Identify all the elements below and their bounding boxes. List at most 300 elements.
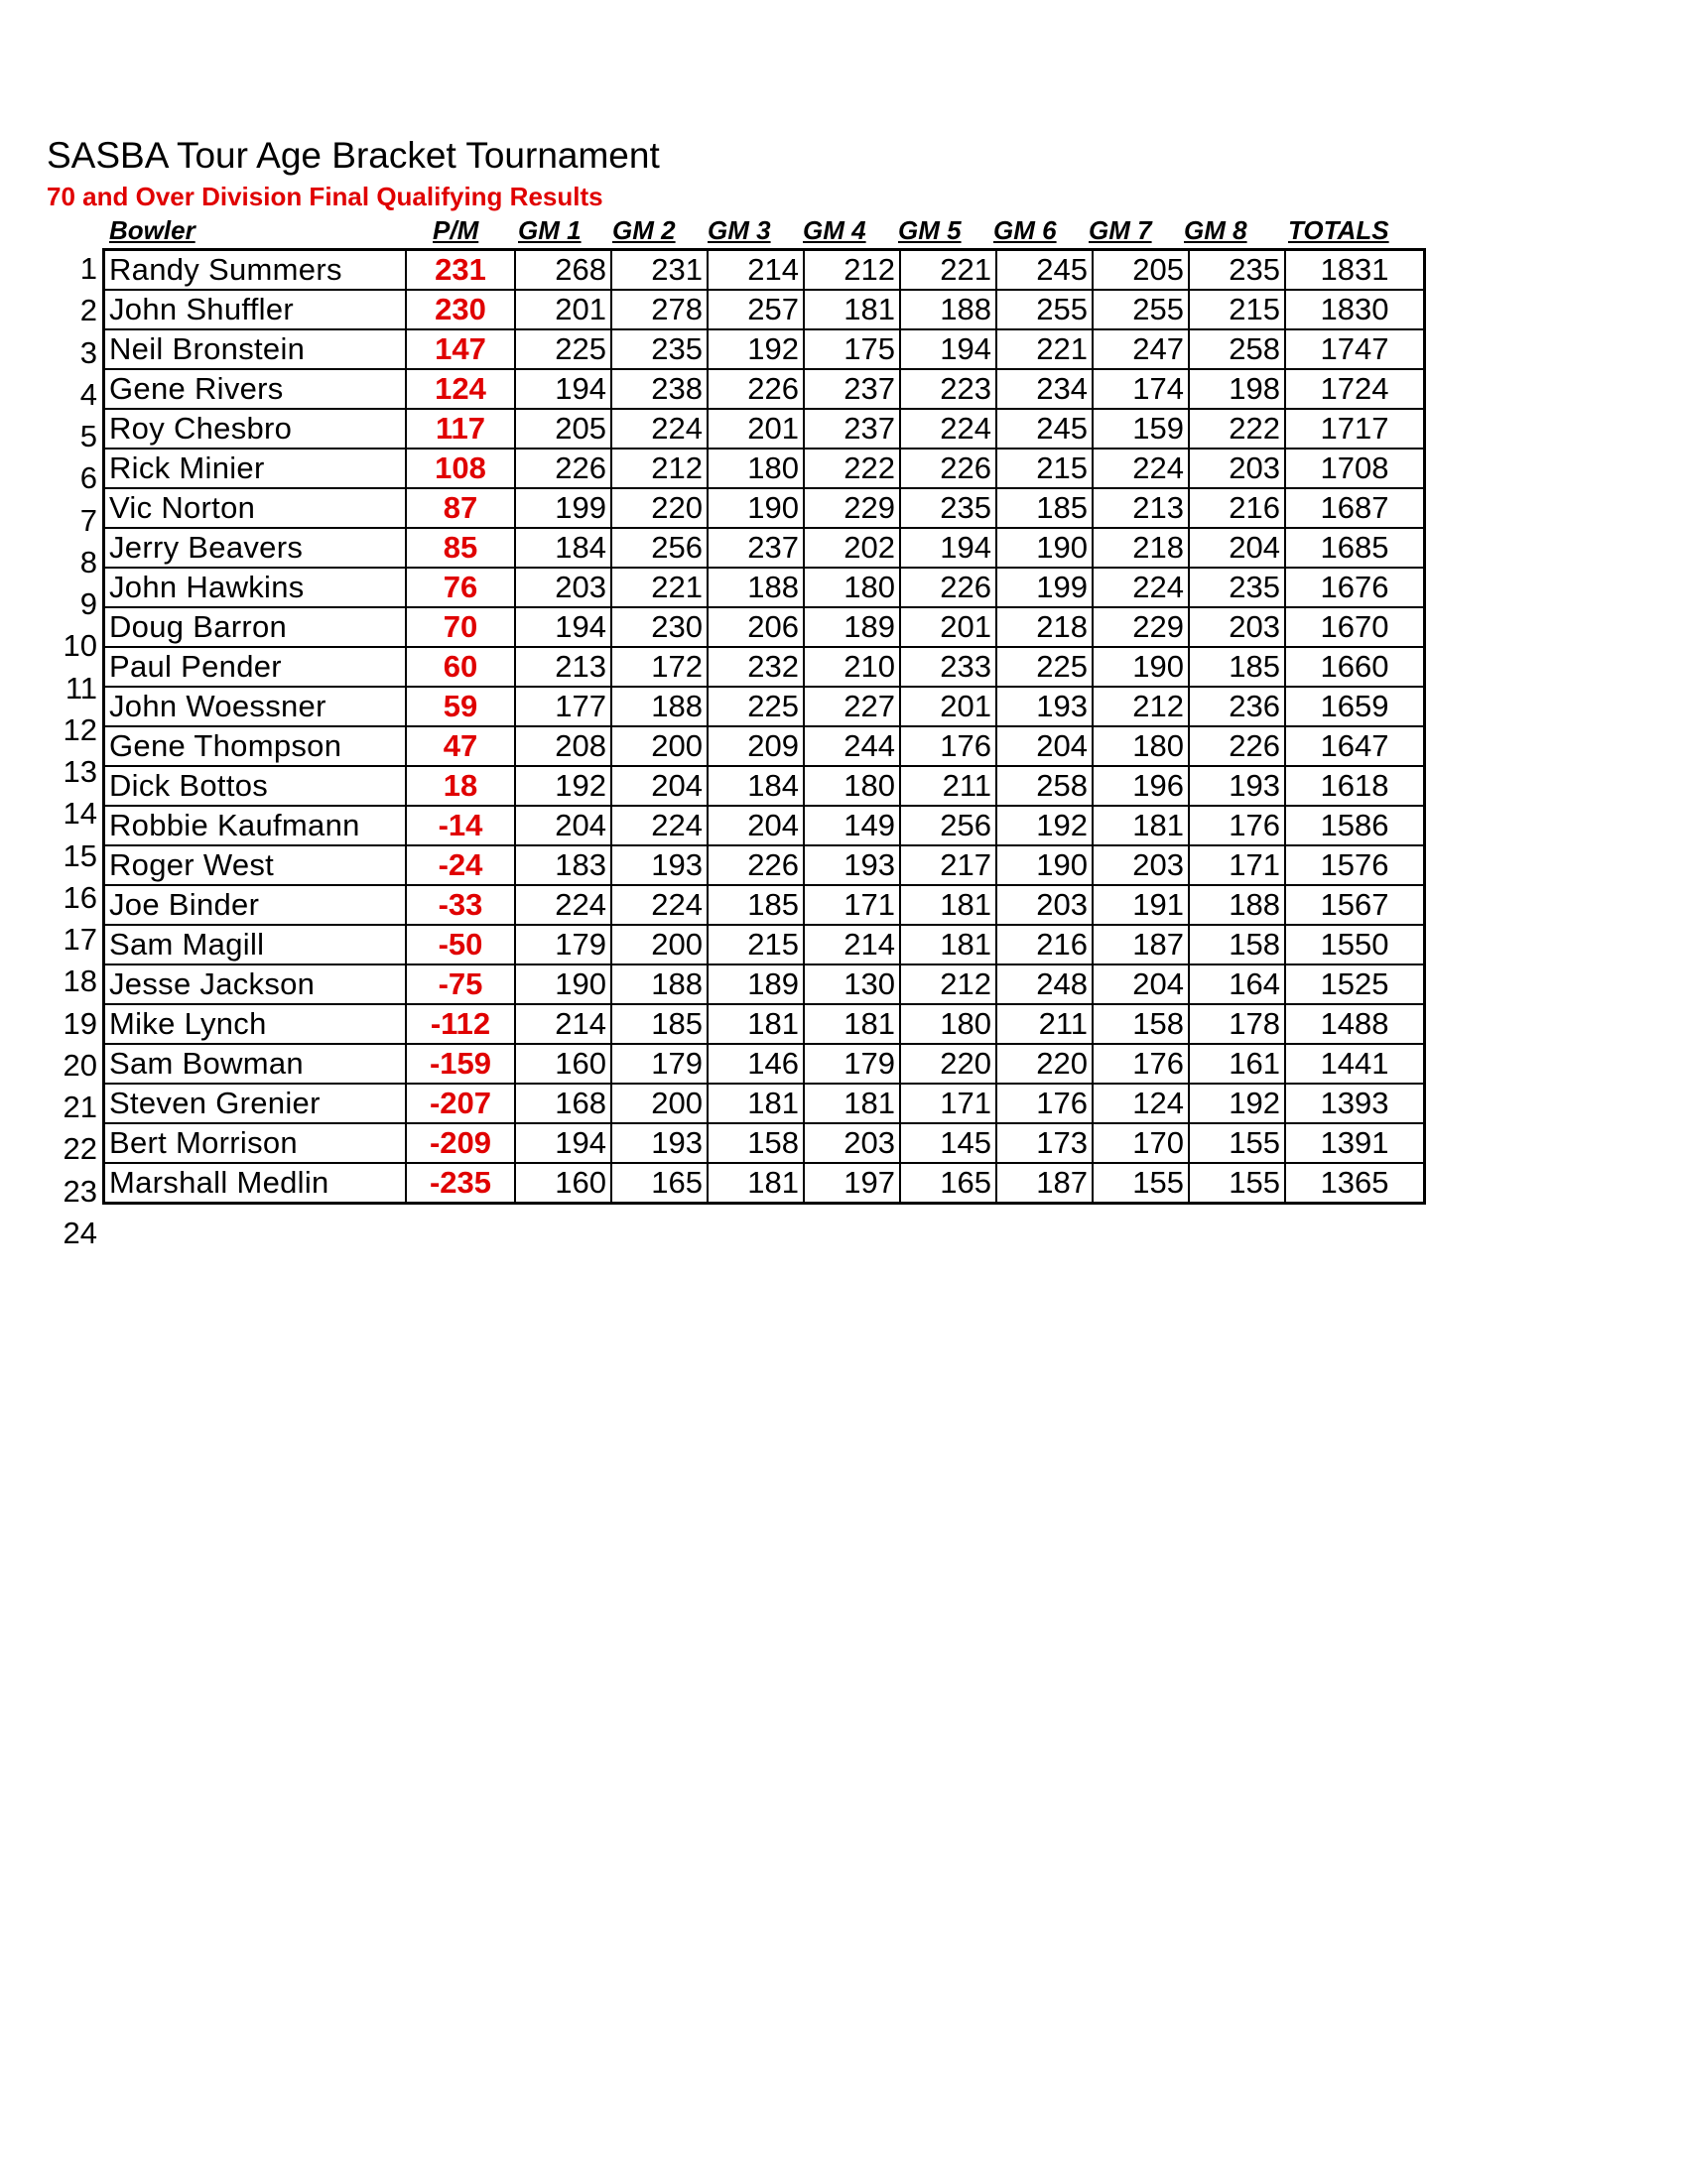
game-4-score: 222 bbox=[804, 449, 900, 488]
header-bowler: Bowler bbox=[109, 215, 195, 245]
plus-minus-value: 70 bbox=[406, 607, 515, 647]
plus-minus-value: 147 bbox=[406, 329, 515, 369]
rank-number: 5 bbox=[79, 419, 97, 453]
game-7-score: 203 bbox=[1093, 845, 1189, 885]
game-6-score: 245 bbox=[996, 409, 1093, 449]
game-7-score: 180 bbox=[1093, 726, 1189, 766]
game-4-score: 202 bbox=[804, 528, 900, 568]
game-6-score: 225 bbox=[996, 647, 1093, 687]
plus-minus-value: -75 bbox=[406, 964, 515, 1004]
game-5-score: 201 bbox=[900, 687, 996, 726]
table-row bbox=[104, 488, 1425, 528]
game-8-score: 235 bbox=[1189, 568, 1285, 607]
game-2-score: 220 bbox=[611, 488, 708, 528]
game-6-score: 234 bbox=[996, 369, 1093, 409]
game-4-score: 181 bbox=[804, 1084, 900, 1123]
rank-number: 1 bbox=[79, 251, 97, 286]
header-gm5: GM 5 bbox=[898, 215, 962, 245]
game-7-score: 224 bbox=[1093, 568, 1189, 607]
table-row bbox=[104, 290, 1425, 329]
game-3-score: 181 bbox=[708, 1084, 804, 1123]
game-2-score: 212 bbox=[611, 449, 708, 488]
game-1-score: 168 bbox=[515, 1084, 611, 1123]
game-7-score: 155 bbox=[1093, 1163, 1189, 1204]
bowler-name: Roy Chesbro bbox=[104, 409, 407, 449]
game-6-score: 255 bbox=[996, 290, 1093, 329]
game-6-score: 173 bbox=[996, 1123, 1093, 1163]
game-3-score: 181 bbox=[708, 1004, 804, 1044]
table-row bbox=[104, 409, 1425, 449]
game-4-score: 227 bbox=[804, 687, 900, 726]
column-headers bbox=[0, 214, 1688, 246]
game-2-score: 188 bbox=[611, 687, 708, 726]
bowler-name: Bert Morrison bbox=[104, 1123, 407, 1163]
game-1-score: 213 bbox=[515, 647, 611, 687]
rank-number: 2 bbox=[79, 293, 97, 328]
bowler-name: Steven Grenier bbox=[104, 1084, 407, 1123]
game-1-score: 208 bbox=[515, 726, 611, 766]
game-5-score: 223 bbox=[900, 369, 996, 409]
game-5-score: 180 bbox=[900, 1004, 996, 1044]
game-5-score: 194 bbox=[900, 528, 996, 568]
game-2-score: 230 bbox=[611, 607, 708, 647]
table-row bbox=[104, 449, 1425, 488]
table-row bbox=[104, 806, 1425, 845]
game-3-score: 215 bbox=[708, 925, 804, 964]
game-4-score: 229 bbox=[804, 488, 900, 528]
game-7-score: 229 bbox=[1093, 607, 1189, 647]
total-score: 1618 bbox=[1285, 766, 1425, 806]
game-5-score: 226 bbox=[900, 449, 996, 488]
game-5-score: 176 bbox=[900, 726, 996, 766]
game-6-score: 215 bbox=[996, 449, 1093, 488]
game-2-score: 193 bbox=[611, 1123, 708, 1163]
total-score: 1576 bbox=[1285, 845, 1425, 885]
game-1-score: 225 bbox=[515, 329, 611, 369]
game-6-score: 221 bbox=[996, 329, 1093, 369]
header-gm3: GM 3 bbox=[708, 215, 771, 245]
game-2-score: 256 bbox=[611, 528, 708, 568]
game-5-score: 217 bbox=[900, 845, 996, 885]
game-6-score: 187 bbox=[996, 1163, 1093, 1204]
game-6-score: 218 bbox=[996, 607, 1093, 647]
game-5-score: 145 bbox=[900, 1123, 996, 1163]
game-8-score: 216 bbox=[1189, 488, 1285, 528]
game-1-score: 226 bbox=[515, 449, 611, 488]
results-table bbox=[102, 248, 1426, 1205]
game-2-score: 165 bbox=[611, 1163, 708, 1204]
game-7-score: 181 bbox=[1093, 806, 1189, 845]
game-8-score: 193 bbox=[1189, 766, 1285, 806]
game-8-score: 171 bbox=[1189, 845, 1285, 885]
table-row bbox=[104, 329, 1425, 369]
total-score: 1391 bbox=[1285, 1123, 1425, 1163]
game-7-score: 191 bbox=[1093, 885, 1189, 925]
game-3-score: 232 bbox=[708, 647, 804, 687]
game-1-score: 183 bbox=[515, 845, 611, 885]
game-3-score: 180 bbox=[708, 449, 804, 488]
game-1-score: 268 bbox=[515, 250, 611, 291]
game-5-score: 235 bbox=[900, 488, 996, 528]
game-5-score: 188 bbox=[900, 290, 996, 329]
table-row bbox=[104, 369, 1425, 409]
game-5-score: 224 bbox=[900, 409, 996, 449]
game-7-score: 196 bbox=[1093, 766, 1189, 806]
bowler-name: John Woessner bbox=[104, 687, 407, 726]
game-4-score: 214 bbox=[804, 925, 900, 964]
rank-column bbox=[40, 248, 97, 1254]
game-2-score: 278 bbox=[611, 290, 708, 329]
game-2-score: 221 bbox=[611, 568, 708, 607]
game-8-score: 155 bbox=[1189, 1163, 1285, 1204]
page-title: SASBA Tour Age Bracket Tournament bbox=[47, 135, 660, 176]
total-score: 1525 bbox=[1285, 964, 1425, 1004]
game-1-score: 190 bbox=[515, 964, 611, 1004]
game-3-score: 189 bbox=[708, 964, 804, 1004]
rank-number: 11 bbox=[65, 670, 97, 706]
page-subtitle: 70 and Over Division Final Qualifying Results bbox=[47, 182, 603, 211]
bowler-name: Gene Rivers bbox=[104, 369, 407, 409]
game-8-score: 203 bbox=[1189, 449, 1285, 488]
table-row bbox=[104, 726, 1425, 766]
game-3-score: 181 bbox=[708, 1163, 804, 1204]
rank-number: 14 bbox=[63, 796, 97, 832]
game-5-score: 165 bbox=[900, 1163, 996, 1204]
bowler-name: Roger West bbox=[104, 845, 407, 885]
game-3-score: 188 bbox=[708, 568, 804, 607]
game-1-score: 201 bbox=[515, 290, 611, 329]
bowler-name: Jesse Jackson bbox=[104, 964, 407, 1004]
total-score: 1676 bbox=[1285, 568, 1425, 607]
rank-number: 22 bbox=[63, 1131, 97, 1167]
game-1-score: 194 bbox=[515, 369, 611, 409]
game-3-score: 146 bbox=[708, 1044, 804, 1084]
game-2-score: 224 bbox=[611, 806, 708, 845]
game-2-score: 179 bbox=[611, 1044, 708, 1084]
bowler-name: John Hawkins bbox=[104, 568, 407, 607]
total-score: 1550 bbox=[1285, 925, 1425, 964]
game-7-score: 158 bbox=[1093, 1004, 1189, 1044]
plus-minus-value: 59 bbox=[406, 687, 515, 726]
game-1-score: 184 bbox=[515, 528, 611, 568]
plus-minus-value: -209 bbox=[406, 1123, 515, 1163]
game-4-score: 212 bbox=[804, 250, 900, 291]
game-7-score: 170 bbox=[1093, 1123, 1189, 1163]
game-1-score: 177 bbox=[515, 687, 611, 726]
game-3-score: 201 bbox=[708, 409, 804, 449]
bowler-name: Rick Minier bbox=[104, 449, 407, 488]
game-8-score: 188 bbox=[1189, 885, 1285, 925]
game-6-score: 185 bbox=[996, 488, 1093, 528]
game-2-score: 200 bbox=[611, 726, 708, 766]
total-score: 1393 bbox=[1285, 1084, 1425, 1123]
rank-number: 17 bbox=[63, 922, 97, 957]
total-score: 1659 bbox=[1285, 687, 1425, 726]
total-score: 1830 bbox=[1285, 290, 1425, 329]
plus-minus-value: 117 bbox=[406, 409, 515, 449]
total-score: 1660 bbox=[1285, 647, 1425, 687]
game-5-score: 201 bbox=[900, 607, 996, 647]
rank-number: 10 bbox=[63, 628, 97, 664]
game-7-score: 190 bbox=[1093, 647, 1189, 687]
plus-minus-value: -24 bbox=[406, 845, 515, 885]
rank-number: 3 bbox=[79, 334, 97, 370]
bowler-name: Randy Summers bbox=[104, 250, 407, 291]
table-row bbox=[104, 250, 1425, 291]
game-8-score: 203 bbox=[1189, 607, 1285, 647]
game-5-score: 212 bbox=[900, 964, 996, 1004]
game-3-score: 226 bbox=[708, 845, 804, 885]
table-row bbox=[104, 1123, 1425, 1163]
game-7-score: 247 bbox=[1093, 329, 1189, 369]
bowler-name: Doug Barron bbox=[104, 607, 407, 647]
plus-minus-value: -50 bbox=[406, 925, 515, 964]
game-1-score: 204 bbox=[515, 806, 611, 845]
game-4-score: 130 bbox=[804, 964, 900, 1004]
game-8-score: 222 bbox=[1189, 409, 1285, 449]
table-row bbox=[104, 1084, 1425, 1123]
game-4-score: 193 bbox=[804, 845, 900, 885]
game-6-score: 204 bbox=[996, 726, 1093, 766]
rank-number: 23 bbox=[63, 1173, 97, 1209]
total-score: 1670 bbox=[1285, 607, 1425, 647]
game-7-score: 224 bbox=[1093, 449, 1189, 488]
plus-minus-value: 85 bbox=[406, 528, 515, 568]
game-5-score: 226 bbox=[900, 568, 996, 607]
game-2-score: 231 bbox=[611, 250, 708, 291]
game-4-score: 149 bbox=[804, 806, 900, 845]
game-5-score: 171 bbox=[900, 1084, 996, 1123]
bowler-name: Sam Bowman bbox=[104, 1044, 407, 1084]
rank-number: 8 bbox=[79, 544, 97, 579]
game-5-score: 194 bbox=[900, 329, 996, 369]
game-8-score: 226 bbox=[1189, 726, 1285, 766]
total-score: 1831 bbox=[1285, 250, 1425, 291]
rank-number: 12 bbox=[63, 711, 97, 747]
game-3-score: 226 bbox=[708, 369, 804, 409]
table-row bbox=[104, 845, 1425, 885]
plus-minus-value: -33 bbox=[406, 885, 515, 925]
bowler-name: Joe Binder bbox=[104, 885, 407, 925]
game-3-score: 209 bbox=[708, 726, 804, 766]
plus-minus-value: 87 bbox=[406, 488, 515, 528]
table-row bbox=[104, 885, 1425, 925]
game-8-score: 158 bbox=[1189, 925, 1285, 964]
table-row bbox=[104, 1163, 1425, 1204]
header-gm2: GM 2 bbox=[612, 215, 676, 245]
table-row bbox=[104, 647, 1425, 687]
game-4-score: 181 bbox=[804, 1004, 900, 1044]
rank-number: 16 bbox=[63, 879, 97, 915]
game-6-score: 211 bbox=[996, 1004, 1093, 1044]
game-4-score: 175 bbox=[804, 329, 900, 369]
total-score: 1365 bbox=[1285, 1163, 1425, 1204]
table-row bbox=[104, 568, 1425, 607]
game-2-score: 238 bbox=[611, 369, 708, 409]
game-6-score: 203 bbox=[996, 885, 1093, 925]
game-7-score: 212 bbox=[1093, 687, 1189, 726]
plus-minus-value: 230 bbox=[406, 290, 515, 329]
game-7-score: 205 bbox=[1093, 250, 1189, 291]
header-gm1: GM 1 bbox=[518, 215, 582, 245]
game-6-score: 190 bbox=[996, 528, 1093, 568]
game-2-score: 172 bbox=[611, 647, 708, 687]
game-5-score: 256 bbox=[900, 806, 996, 845]
game-3-score: 214 bbox=[708, 250, 804, 291]
table-row bbox=[104, 1044, 1425, 1084]
game-7-score: 255 bbox=[1093, 290, 1189, 329]
game-4-score: 171 bbox=[804, 885, 900, 925]
game-7-score: 174 bbox=[1093, 369, 1189, 409]
bowler-name: Paul Pender bbox=[104, 647, 407, 687]
game-1-score: 199 bbox=[515, 488, 611, 528]
rank-number: 21 bbox=[63, 1090, 97, 1124]
rank-number: 20 bbox=[63, 1047, 97, 1083]
game-2-score: 224 bbox=[611, 885, 708, 925]
game-1-score: 194 bbox=[515, 607, 611, 647]
plus-minus-value: 60 bbox=[406, 647, 515, 687]
table-row bbox=[104, 528, 1425, 568]
game-1-score: 194 bbox=[515, 1123, 611, 1163]
game-1-score: 179 bbox=[515, 925, 611, 964]
game-5-score: 221 bbox=[900, 250, 996, 291]
game-7-score: 187 bbox=[1093, 925, 1189, 964]
game-7-score: 218 bbox=[1093, 528, 1189, 568]
table-row bbox=[104, 766, 1425, 806]
rank-number: 9 bbox=[79, 586, 97, 621]
game-5-score: 181 bbox=[900, 885, 996, 925]
table-row bbox=[104, 1004, 1425, 1044]
bowler-name: Mike Lynch bbox=[104, 1004, 407, 1044]
game-3-score: 204 bbox=[708, 806, 804, 845]
game-5-score: 211 bbox=[900, 766, 996, 806]
game-8-score: 164 bbox=[1189, 964, 1285, 1004]
rank-number: 4 bbox=[79, 376, 97, 412]
rank-number: 19 bbox=[63, 1005, 97, 1041]
header-totals: TOTALS bbox=[1288, 215, 1389, 245]
bowler-name: Robbie Kaufmann bbox=[104, 806, 407, 845]
total-score: 1567 bbox=[1285, 885, 1425, 925]
total-score: 1647 bbox=[1285, 726, 1425, 766]
plus-minus-value: -159 bbox=[406, 1044, 515, 1084]
plus-minus-value: -235 bbox=[406, 1163, 515, 1204]
game-1-score: 160 bbox=[515, 1044, 611, 1084]
plus-minus-value: 76 bbox=[406, 568, 515, 607]
game-3-score: 225 bbox=[708, 687, 804, 726]
game-1-score: 205 bbox=[515, 409, 611, 449]
game-8-score: 176 bbox=[1189, 806, 1285, 845]
game-6-score: 216 bbox=[996, 925, 1093, 964]
game-3-score: 158 bbox=[708, 1123, 804, 1163]
bowler-name: Jerry Beavers bbox=[104, 528, 407, 568]
game-7-score: 176 bbox=[1093, 1044, 1189, 1084]
game-8-score: 204 bbox=[1189, 528, 1285, 568]
bowler-name: Neil Bronstein bbox=[104, 329, 407, 369]
game-8-score: 258 bbox=[1189, 329, 1285, 369]
rank-number: 13 bbox=[63, 754, 97, 789]
game-4-score: 180 bbox=[804, 568, 900, 607]
game-6-score: 192 bbox=[996, 806, 1093, 845]
table-row bbox=[104, 607, 1425, 647]
header-pm: P/M bbox=[433, 215, 479, 245]
table-row bbox=[104, 925, 1425, 964]
game-8-score: 192 bbox=[1189, 1084, 1285, 1123]
plus-minus-value: -112 bbox=[406, 1004, 515, 1044]
game-7-score: 213 bbox=[1093, 488, 1189, 528]
header-gm6: GM 6 bbox=[993, 215, 1057, 245]
game-6-score: 220 bbox=[996, 1044, 1093, 1084]
game-2-score: 235 bbox=[611, 329, 708, 369]
total-score: 1685 bbox=[1285, 528, 1425, 568]
game-4-score: 189 bbox=[804, 607, 900, 647]
game-2-score: 188 bbox=[611, 964, 708, 1004]
table-row bbox=[104, 964, 1425, 1004]
total-score: 1441 bbox=[1285, 1044, 1425, 1084]
game-4-score: 244 bbox=[804, 726, 900, 766]
game-1-score: 203 bbox=[515, 568, 611, 607]
game-6-score: 258 bbox=[996, 766, 1093, 806]
game-8-score: 155 bbox=[1189, 1123, 1285, 1163]
game-4-score: 203 bbox=[804, 1123, 900, 1163]
game-2-score: 193 bbox=[611, 845, 708, 885]
game-8-score: 236 bbox=[1189, 687, 1285, 726]
bowler-name: Vic Norton bbox=[104, 488, 407, 528]
rank-number: 15 bbox=[63, 837, 97, 873]
game-6-score: 199 bbox=[996, 568, 1093, 607]
plus-minus-value: 108 bbox=[406, 449, 515, 488]
game-4-score: 180 bbox=[804, 766, 900, 806]
game-4-score: 197 bbox=[804, 1163, 900, 1204]
game-4-score: 181 bbox=[804, 290, 900, 329]
bowler-name: John Shuffler bbox=[104, 290, 407, 329]
game-8-score: 161 bbox=[1189, 1044, 1285, 1084]
bowler-name: Dick Bottos bbox=[104, 766, 407, 806]
rank-number: 6 bbox=[79, 460, 97, 496]
game-5-score: 220 bbox=[900, 1044, 996, 1084]
game-4-score: 179 bbox=[804, 1044, 900, 1084]
bowler-name: Sam Magill bbox=[104, 925, 407, 964]
game-7-score: 124 bbox=[1093, 1084, 1189, 1123]
game-6-score: 193 bbox=[996, 687, 1093, 726]
game-4-score: 210 bbox=[804, 647, 900, 687]
game-1-score: 192 bbox=[515, 766, 611, 806]
game-6-score: 190 bbox=[996, 845, 1093, 885]
header-gm8: GM 8 bbox=[1184, 215, 1247, 245]
total-score: 1717 bbox=[1285, 409, 1425, 449]
table-row bbox=[104, 687, 1425, 726]
total-score: 1708 bbox=[1285, 449, 1425, 488]
game-3-score: 185 bbox=[708, 885, 804, 925]
game-8-score: 185 bbox=[1189, 647, 1285, 687]
game-5-score: 181 bbox=[900, 925, 996, 964]
rank-number: 18 bbox=[63, 964, 97, 999]
game-2-score: 185 bbox=[611, 1004, 708, 1044]
game-4-score: 237 bbox=[804, 409, 900, 449]
plus-minus-value: -207 bbox=[406, 1084, 515, 1123]
game-3-score: 237 bbox=[708, 528, 804, 568]
plus-minus-value: 124 bbox=[406, 369, 515, 409]
game-3-score: 257 bbox=[708, 290, 804, 329]
total-score: 1488 bbox=[1285, 1004, 1425, 1044]
game-6-score: 248 bbox=[996, 964, 1093, 1004]
plus-minus-value: 231 bbox=[406, 250, 515, 291]
game-6-score: 245 bbox=[996, 250, 1093, 291]
plus-minus-value: 47 bbox=[406, 726, 515, 766]
game-8-score: 235 bbox=[1189, 250, 1285, 291]
game-3-score: 190 bbox=[708, 488, 804, 528]
game-8-score: 198 bbox=[1189, 369, 1285, 409]
header-gm4: GM 4 bbox=[803, 215, 866, 245]
